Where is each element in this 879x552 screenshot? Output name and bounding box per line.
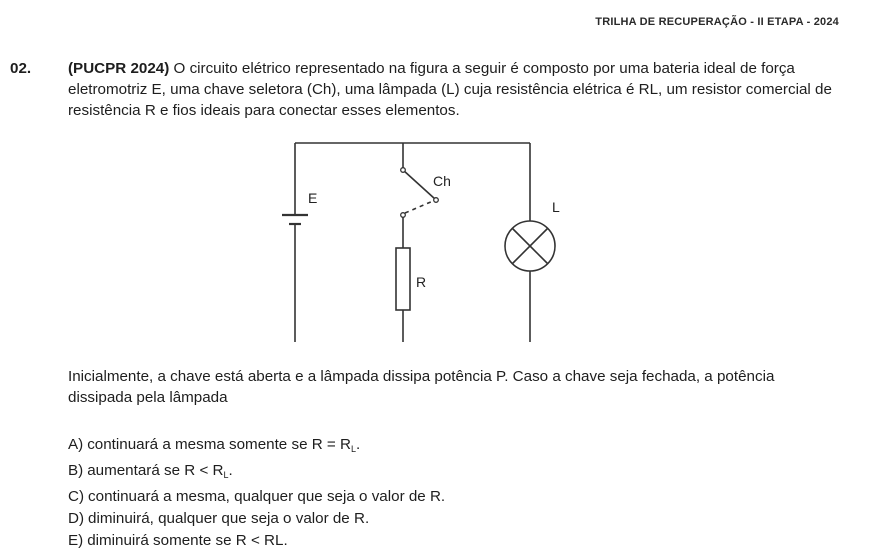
switch-blade [403,170,435,199]
option-letter: D) [68,510,85,527]
option-b[interactable] [68,460,445,486]
option-text: aumentará se R < R [87,462,224,479]
option-end: . [228,462,233,479]
option-text: continuará a mesma, qualquer que seja o valor de R. [88,488,446,505]
circuit-svg [270,135,570,350]
switch-lower-contact [401,213,406,218]
document-header: TRILHA DE RECUPERAÇÃO - II ETAPA - 2024 [595,16,839,28]
option-d[interactable] [68,508,445,530]
option-letter: A) [68,436,84,453]
option-end: . [356,436,361,453]
question-statement-wrapper [68,58,835,121]
answer-options [68,434,445,552]
option-subscript: L [350,444,356,454]
label-battery: E [308,190,318,206]
option-text: continuará a mesma somente se R = R [87,436,351,453]
label-resistor: R [416,274,427,290]
option-e[interactable] [68,530,445,552]
label-switch: Ch [433,173,451,189]
option-subscript: L [223,470,229,480]
question-source: (PUCPR 2024) [68,60,170,77]
option-c[interactable] [68,486,445,508]
question-prompt: Inicialmente, a chave está aberta e a lâmpada dissipa potência P. Caso a chave seja fechada, a potência dissipada pela lâmpada [68,368,775,406]
switch-contact [434,198,439,203]
switch-dashed-path [405,201,433,213]
question-number: 02. [10,60,32,77]
label-lamp: L [552,199,560,215]
option-a[interactable] [68,434,445,460]
option-letter: B) [68,462,84,479]
question-statement: O circuito elétrico representado na figura a seguir é composto por uma bateria ideal de força eletromotriz E, uma chave seletora (Ch), uma lâmpada (L) cuja resistência elétrica é RL, um resistor comercial de resistência R e fios ideais para conectar esses elementos. [68,60,832,119]
option-letter: E) [68,532,84,549]
option-letter: C) [68,488,85,505]
switch-pivot [401,168,406,173]
question-block [10,58,835,121]
option-text: diminuirá somente se R < RL. [87,532,288,549]
option-text: diminuirá, qualquer que seja o valor de R. [88,510,370,527]
circuit-diagram [270,135,570,355]
resistor-body [396,248,410,310]
